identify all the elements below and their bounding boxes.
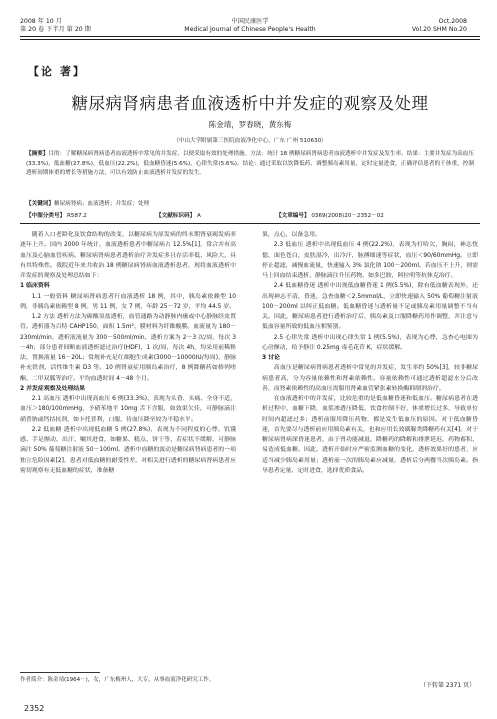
paragraph-hypoglycemia: 2.2 低血糖 透析中出现低血糖 5 例(27.8%)，表现为不同程度的心悸、饥饿感、手足颤动、出汗、嘱其进食，如糖果、糕点、饼干等，若症状不缓解，可静脉滴注 50% 葡萄糖注射液 50－100ml。透析中血糖的波动是糖尿病肾病患者的一项独立危险因素[2]，患者对低血糖的耐受性差，对相关进行透析的糖尿病肾病患者应密切观察有无低血糖的症状，准备糖 bbox=[20, 426, 236, 474]
doc-label: 【文献标识码】 bbox=[156, 213, 196, 219]
continued-note: （下转第 2371 页） bbox=[420, 682, 476, 689]
page-number: 2352 bbox=[24, 704, 45, 713]
header-rule-thin bbox=[20, 39, 480, 40]
header-left bbox=[20, 18, 150, 34]
keywords-label: 【关键词】 bbox=[26, 201, 54, 207]
journal-name-en: Medical Journal of Chinese People's Health bbox=[184, 26, 316, 33]
header-rule-thick bbox=[20, 36, 480, 37]
paragraph-hypotension: 2.3 低血压 透析中出现低血压 4 例(22.2%)，表现为打哈欠，胸闷，神志恍惚，面色苍白，皮肤湿冷，出冷汗，脉搏细速等症状，血压＜90/60mmHg。立即停止超滤，减慢血流量，快速输入 3% 氯化钠 100－200ml。若血压不上升，则需马上回血结束透析，静脉滴注升压药物，如多巴胺，阿拉明等抗休克治疗。 bbox=[262, 242, 478, 279]
article-authors: 陈金靖，罗春晓，黄东梅 bbox=[208, 120, 292, 129]
paragraph-continued: 果，点心，以备急用。 bbox=[262, 232, 321, 238]
article-number bbox=[276, 211, 384, 219]
keywords bbox=[26, 199, 474, 207]
body-right-column bbox=[262, 230, 478, 476]
clc-code bbox=[26, 211, 87, 219]
paragraph-discussion-1: 高血压是糖尿病肾病患者透析中常见的并发症，发生率约 50%[3]，较非糖尿病患者高，分为容量依赖性和肾素依赖性。容量依赖性可通过透析超滤水分后改善，而肾素依赖性的高血压需服用肾素血管紧张素转换酶抑制剂治疗。 bbox=[262, 365, 478, 392]
header-date: 2008 年 10 月 bbox=[20, 18, 62, 25]
abstract-rule bbox=[20, 223, 480, 224]
author-footnote: 作者简介：陈金靖(1964－)，女，广东梅州人，大专，从事血液净化研究工作。 bbox=[20, 677, 215, 683]
doc-value: A bbox=[196, 213, 201, 219]
article-title: 糖尿病肾病患者血液透析中并发症的观察及处理 bbox=[71, 94, 429, 113]
doc-code bbox=[156, 211, 201, 219]
section-tag: 【论 著】 bbox=[28, 65, 86, 78]
clc-value: R587.2 bbox=[66, 213, 87, 219]
header-volume: 第 20 卷 下半月 第 20 期 bbox=[20, 26, 91, 33]
section-heading-clinical: 1 临床资料 bbox=[20, 283, 50, 290]
article-number-value: 0369(2008)20－2352－02 bbox=[311, 213, 384, 219]
section-heading-discussion: 3 讨论 bbox=[262, 355, 280, 361]
header-date-en: Oct.2008 bbox=[438, 18, 467, 25]
header-right bbox=[347, 18, 467, 34]
section-heading-results: 2 并发症观察及处理结果 bbox=[20, 385, 86, 392]
keywords-text: 糖尿病肾病；血液透析；并发症；处理 bbox=[53, 201, 150, 207]
body-left-column bbox=[20, 230, 236, 476]
abstract-label: 【摘要】 bbox=[26, 151, 49, 157]
paragraph-arrhythmia: 2.5 心律失常 透析中出现心律失常 1 例(5.5%)，表现为心悸，急查心电图为心房颤动，给予静注 0.25mg 毒毛花苷 K，症状缓解。 bbox=[262, 334, 478, 351]
article-number-label: 【文章编号】 bbox=[276, 213, 310, 219]
abstract bbox=[26, 150, 474, 179]
abstract-text: 目的：了解糖尿病肾病患者血液透析中常见的并发症，以便采取有效的处理措施。方法：统计 18 例糖尿病肾病患者血液透析中并发症及发生率。结果：主要并发症为高血压(33.3%)，低血糖(27.8%)，低血压(22.2%)，低血糖昏迷(5.6%)，心律失常(5.6%)。结论：通过采取以饮降低药、调整胰岛素用量，定时定量进食，正确评估患者的干体重，控制透析间期体重的增长等措施方法，可以有效防止血液透析并发症的发生。 bbox=[26, 151, 474, 176]
journal-name-cn: 中国民康医学 bbox=[231, 18, 269, 25]
footnote-rule bbox=[20, 672, 100, 673]
paragraph-methods: 1.2 方法 透析方法为碳酸氢盐透析，血管通路为动静脉内瘘或中心静脉经皮置管。透析器为百特 CAHP150，面积 1.5m²，膜材料为纤維酸膜。血流量为 180－230ml/min，透析液流量为 300－500ml/min，透析方案为 2－3 次/周，每次 3－4h；部分患者间断血液透析滤过治疗(HDF)，1 次/周，每次 4h，均采用前稀释法，置换液量 16－20L；常规补充足红细胞生成素(3000－10000IU/每周)，静脉补充铁剂，活性维生素 D3 等。10 例肾衰症用胰岛素治疗，8 例降糖药如格列喹酮、二甲双胍等治疗。平均血透时间 4－48 个月。 bbox=[20, 314, 236, 382]
clc-label: 【中图分类号】 bbox=[26, 213, 66, 219]
paragraph-discussion-2: 在血液透析中的并发症，比较危重的是低血糖昏迷和低血压。糖尿病患者在透析过程中，血糖下降，血浆渗透压降低，饮食控制不好，体重增长过多，导致单位时间内超滤过多；透析前服用降压药物，都是发生低血压的原因。对于低血糖昏迷，首先要尽与透析前应用胰岛素有关，也和应用长效磺脲类降糖药有关[4]。对于糖尿病肾病深昏迷患者，由于肾功能减退，降糖药的降解和排泄延迟，药物蓄积，易造成低血糖。因此，透析开始时应严密监测血糖的变化，透析效果好的患者，应适当减少胰岛素用量；透析前一次的胰岛素应减量，透析后分两餐当次胰岛素。指导患者定量、定时进食，选择优质食品。 bbox=[262, 396, 478, 474]
paragraph-general-data: 1.1 一般资料 糖尿病肾病患者行血液透析 18 例，其中，胰岛素依赖型 10 例，非胰岛素依赖型 8 例。男 11 例，女 7 例，年龄 25－72 岁，平均 44.5 岁。 bbox=[20, 293, 236, 310]
header-volume-en: Vol.20 SHM No.20 bbox=[411, 26, 467, 33]
intro-paragraph: 随着人口老龄化及饮食结构的改变，以糖尿病为原发病的终末期肾衰竭发病率逐年上升。国内 2000 年统计，血液透析患者中糖尿病占 12.5%[1]，常合并有高血压及心脑血管疾病。糖尿病肾病患者透析治疗并发症多且存活率低，风险大，具有其特殊性。我院近年来共收治 18 例糖尿病肾病血液透析患者，现将血液透析中并发症的观察及处理总结如下： bbox=[20, 232, 236, 279]
paragraph-hypertension: 2.1 高血压 透析中出现高血压 6 例(33.3%)，表现为头昏、头痛、全身不适，血压＞180/100mmHg，予硝苯地平 10mg 舌下含服，如效果欠佳，可静脉滴注硝普钠或钙拮抗剂，如卡托普利，口服，待血压降至较为平稳水平。 bbox=[20, 396, 236, 423]
paragraph-hypoglycemic-coma: 2.4 低血糖昏迷 透析中出现低血糖昏迷 1 例(5.5%)，除有低血糖表现外，还出现神志不清，昏迷，急查血糖＜2.5mmol/L，立即快速输入 50% 葡萄糖注射液 100－200ml 以纠正低血糖。低血糖昏迷与透析量不足或胰岛素用量调整不当有关。因此，糖尿病患者进行透析治疗后，胰岛素及口服降糖药用作调整，并注意与低血容量所致的低血压相鉴别。 bbox=[262, 283, 478, 331]
header-center bbox=[150, 18, 350, 34]
article-affiliation: （中山大学附属第三医院血液净化中心，广东 广州 510630） bbox=[173, 138, 327, 144]
